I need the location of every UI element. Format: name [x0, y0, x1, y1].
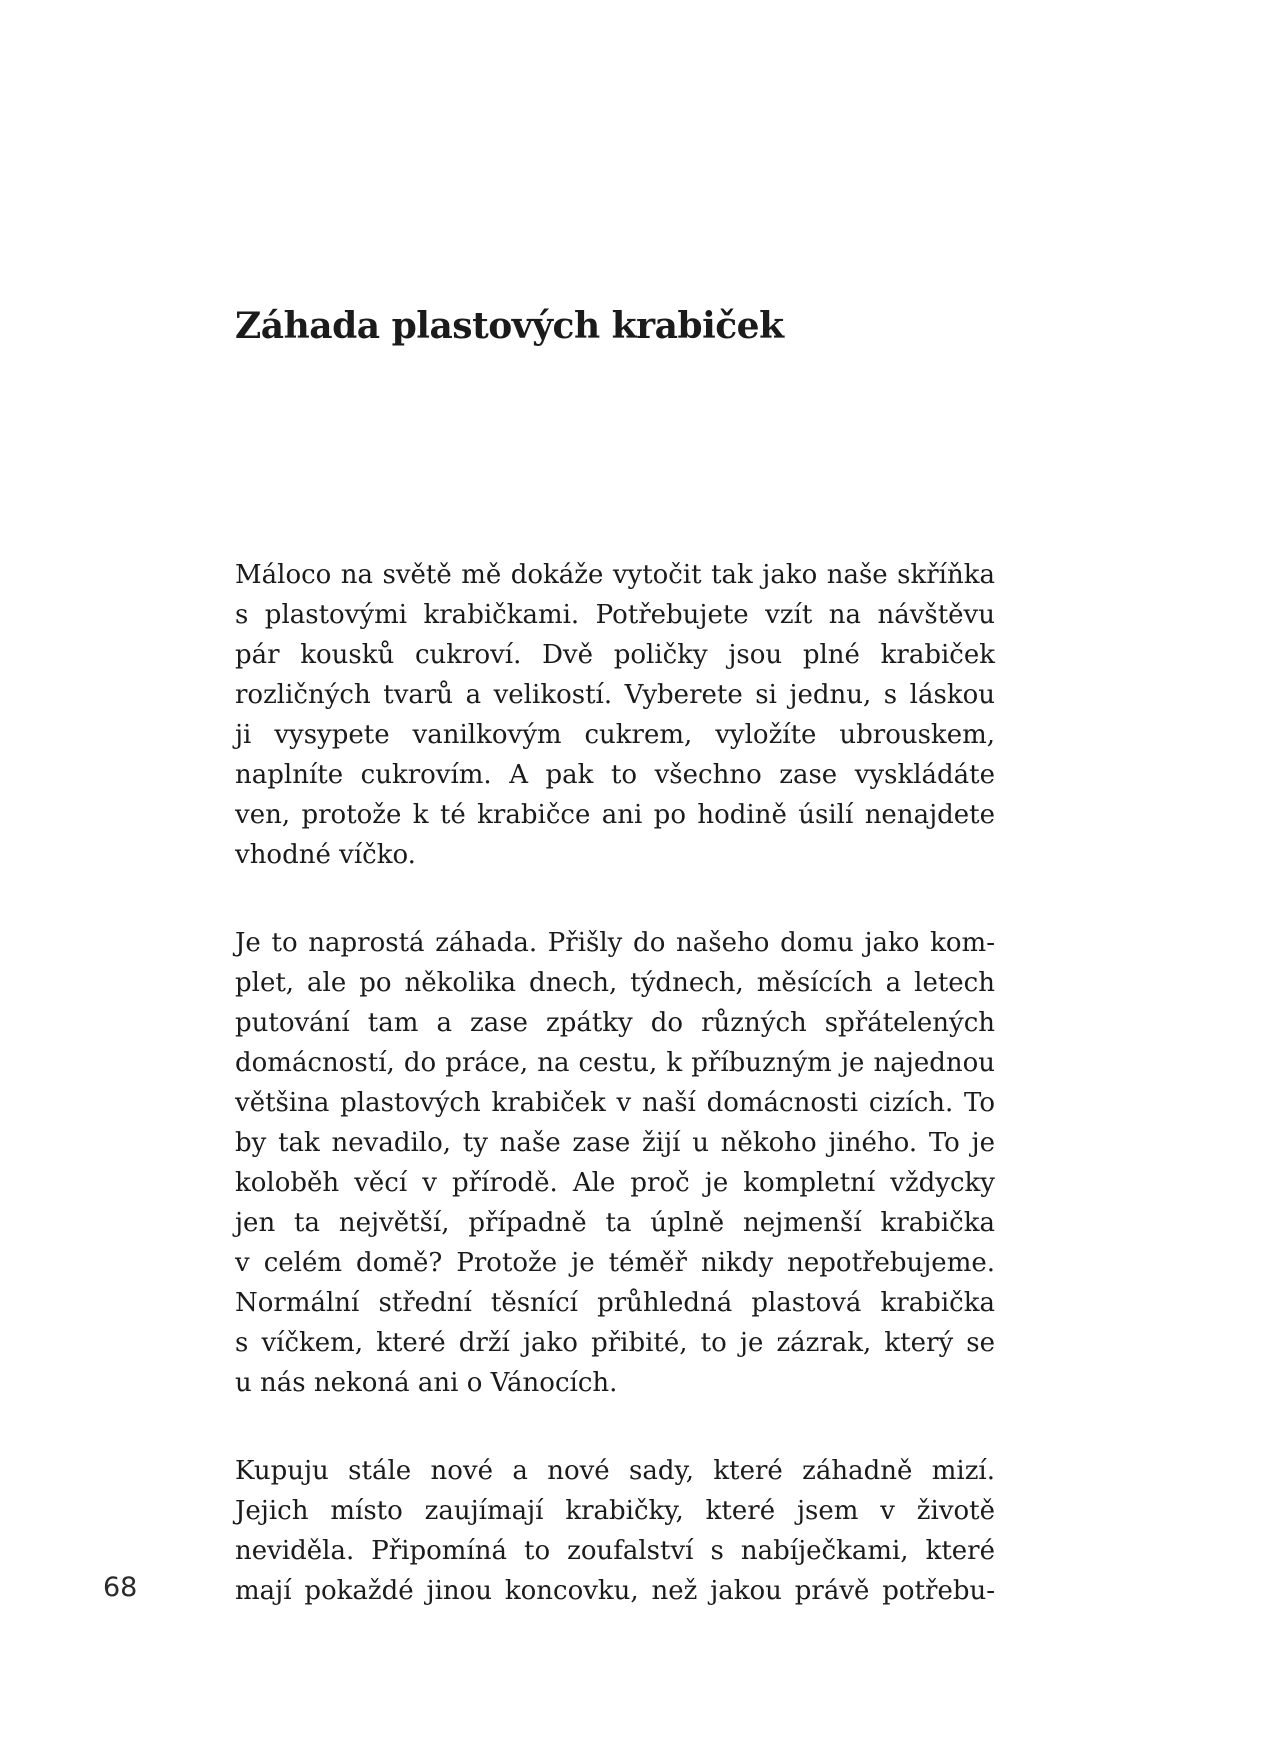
paragraph-1	[235, 555, 995, 875]
text-line: putování tam a zase zpátky do různých spřátelených	[235, 1008, 995, 1038]
text-line: rozličných tvarů a velikostí. Vyberete si jednu, s láskou	[235, 680, 995, 710]
text-line: většina plastových krabiček v naší domácnosti cizích. To	[235, 1088, 995, 1118]
text-line: ven, protože k té krabičce ani po hodině úsilí nenajdete	[235, 800, 995, 830]
text-line: s plastovými krabičkami. Potřebujete vzít na návštěvu	[235, 600, 995, 630]
paragraph-3	[235, 1451, 995, 1611]
text-line: Normální střední těsnící průhledná plastová krabička	[235, 1288, 995, 1318]
text-line: mají pokaždé jinou koncovku, než jakou právě potřebu-	[235, 1576, 995, 1606]
page-title: Záhada plastových krabiček	[235, 305, 784, 347]
text-line: vhodné víčko.	[235, 840, 416, 870]
text-line: jen ta největší, případně ta úplně nejmenší krabička	[235, 1208, 995, 1238]
text-line: plet, ale po několika dnech, týdnech, měsících a letech	[235, 968, 995, 998]
text-column	[235, 555, 995, 1611]
text-line: domácností, do práce, na cestu, k příbuzným je najednou	[235, 1048, 995, 1078]
text-line: naplníte cukrovím. A pak to všechno zase vyskládáte	[235, 760, 995, 790]
text-line: koloběh věcí v přírodě. Ale proč je kompletní vždycky	[235, 1168, 995, 1198]
text-line: Kupuju stále nové a nové sady, které záhadně mizí.	[235, 1456, 995, 1486]
text-line: v celém domě? Protože je téměř nikdy nepotřebujeme.	[235, 1248, 995, 1278]
text-line: u nás nekoná ani o Vánocích.	[235, 1368, 618, 1398]
text-line: Jejich místo zaujímají krabičky, které jsem v životě	[235, 1496, 995, 1526]
text-line: pár kousků cukroví. Dvě poličky jsou plné krabiček	[235, 640, 995, 670]
text-line: neviděla. Připomíná to zoufalství s nabíječkami, které	[235, 1536, 995, 1566]
text-line: ji vysypete vanilkovým cukrem, vyložíte ubrouskem,	[235, 720, 995, 750]
text-line: Máloco na světě mě dokáže vytočit tak jako naše skříňka	[235, 560, 995, 590]
paragraph-2	[235, 923, 995, 1403]
page-number: 68	[103, 1572, 138, 1603]
text-line: Je to naprostá záhada. Přišly do našeho domu jako kom-	[235, 928, 995, 958]
text-line: by tak nevadilo, ty naše zase žijí u někoho jiného. To je	[235, 1128, 995, 1158]
text-line: s víčkem, které drží jako přibité, to je zázrak, který se	[235, 1328, 995, 1358]
